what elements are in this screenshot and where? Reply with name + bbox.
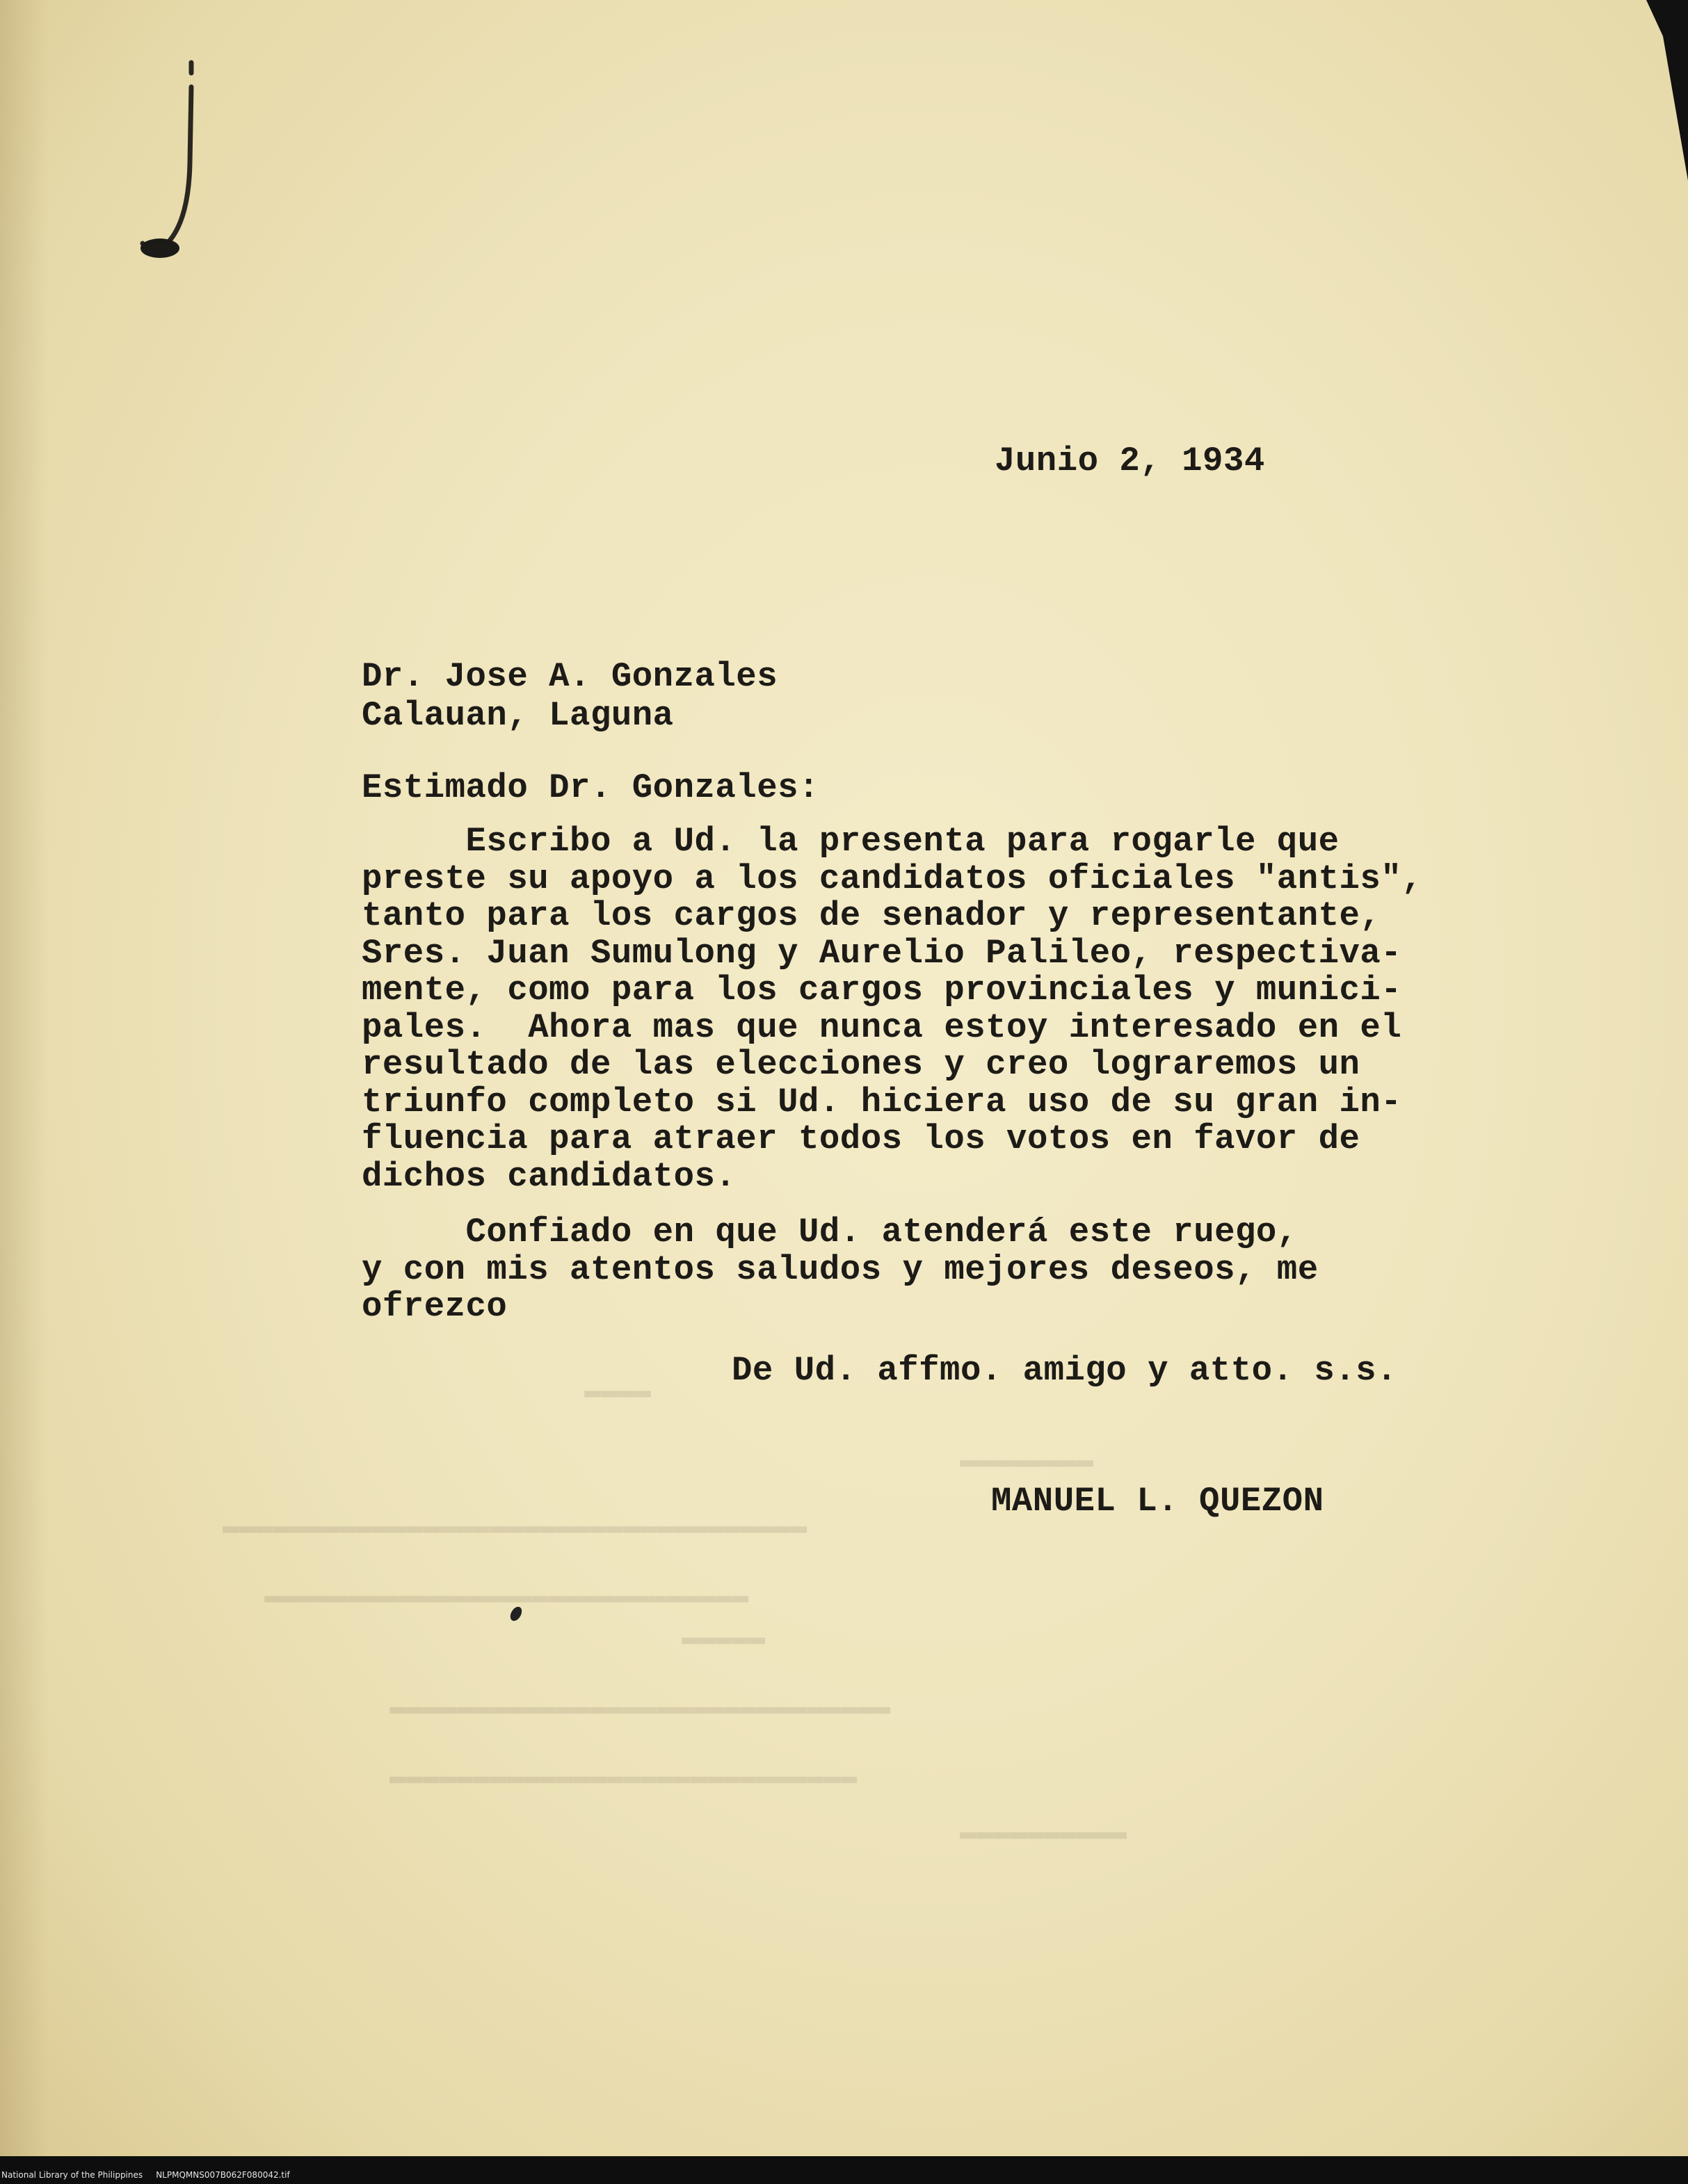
recipient-location: Calauan, Laguna	[362, 696, 674, 735]
bleed-through-text: ▬▬▬▬▬▬▬▬▬▬▬▬▬▬▬▬▬▬▬▬▬▬▬▬▬▬▬▬▬▬	[389, 1692, 891, 1724]
body-paragraph-1: Escribo a Ud. la presenta para rogarle que preste su apoyo a los candidatos oficiales "antis", tanto para los cargos de senador y representante, Sres. Juan Sumulong y Aurelio Palileo, respectiva- mente, como para los cargos provinciales y munici- pales. Ahora mas que nunca estoy interesado en el resultado de las elecciones y creo lograremos un triunfo completo si Ud. hiciera uso de su gran in- fluencia para atraer todos los votos en favor de dichos candidatos.	[362, 822, 1423, 1196]
bleed-through-text: ▬▬▬▬▬▬▬▬▬▬▬▬▬▬▬▬▬▬▬▬▬▬▬▬▬▬▬▬	[389, 1762, 858, 1793]
bleed-through-text: ▬▬▬▬▬▬▬▬▬▬	[960, 1818, 1127, 1849]
bleed-through-text: ▬▬▬▬▬▬▬▬▬▬▬▬▬▬▬▬▬▬▬▬▬▬▬▬▬▬▬▬▬	[264, 1581, 749, 1612]
body-paragraph-2: Confiado en que Ud. atenderá este ruego, y con mis atentos saludos y mejores deseos, me ofrezco	[362, 1213, 1319, 1326]
bleed-through-text: ▬▬▬▬▬▬▬▬	[960, 1446, 1094, 1477]
signer-name: MANUEL L. QUEZON	[991, 1482, 1324, 1521]
closing-line: De Ud. affmo. amigo y atto. s.s.	[732, 1351, 1397, 1390]
scan-footer-bar	[0, 2156, 1688, 2184]
bleed-through-text: ▬▬▬▬▬▬▬▬▬▬▬▬▬▬▬▬▬▬▬▬▬▬▬▬▬▬▬▬▬▬▬▬▬▬▬	[223, 1512, 807, 1543]
letter-date: Junio 2, 1934	[995, 442, 1265, 480]
bleed-through-text: ▬▬▬▬▬	[682, 1623, 766, 1654]
salutation: Estimado Dr. Gonzales:	[362, 768, 819, 807]
page-edge-shadow	[0, 0, 49, 2156]
scan-footer-text: National Library of the Philippines NLPMQMNS007B062F080042.tif	[1, 2170, 290, 2180]
bleed-through-text: ▬▬▬▬	[584, 1376, 652, 1407]
paper-clip-icon	[136, 59, 198, 261]
recipient-name: Dr. Jose A. Gonzales	[362, 657, 778, 696]
torn-corner	[1646, 0, 1688, 181]
